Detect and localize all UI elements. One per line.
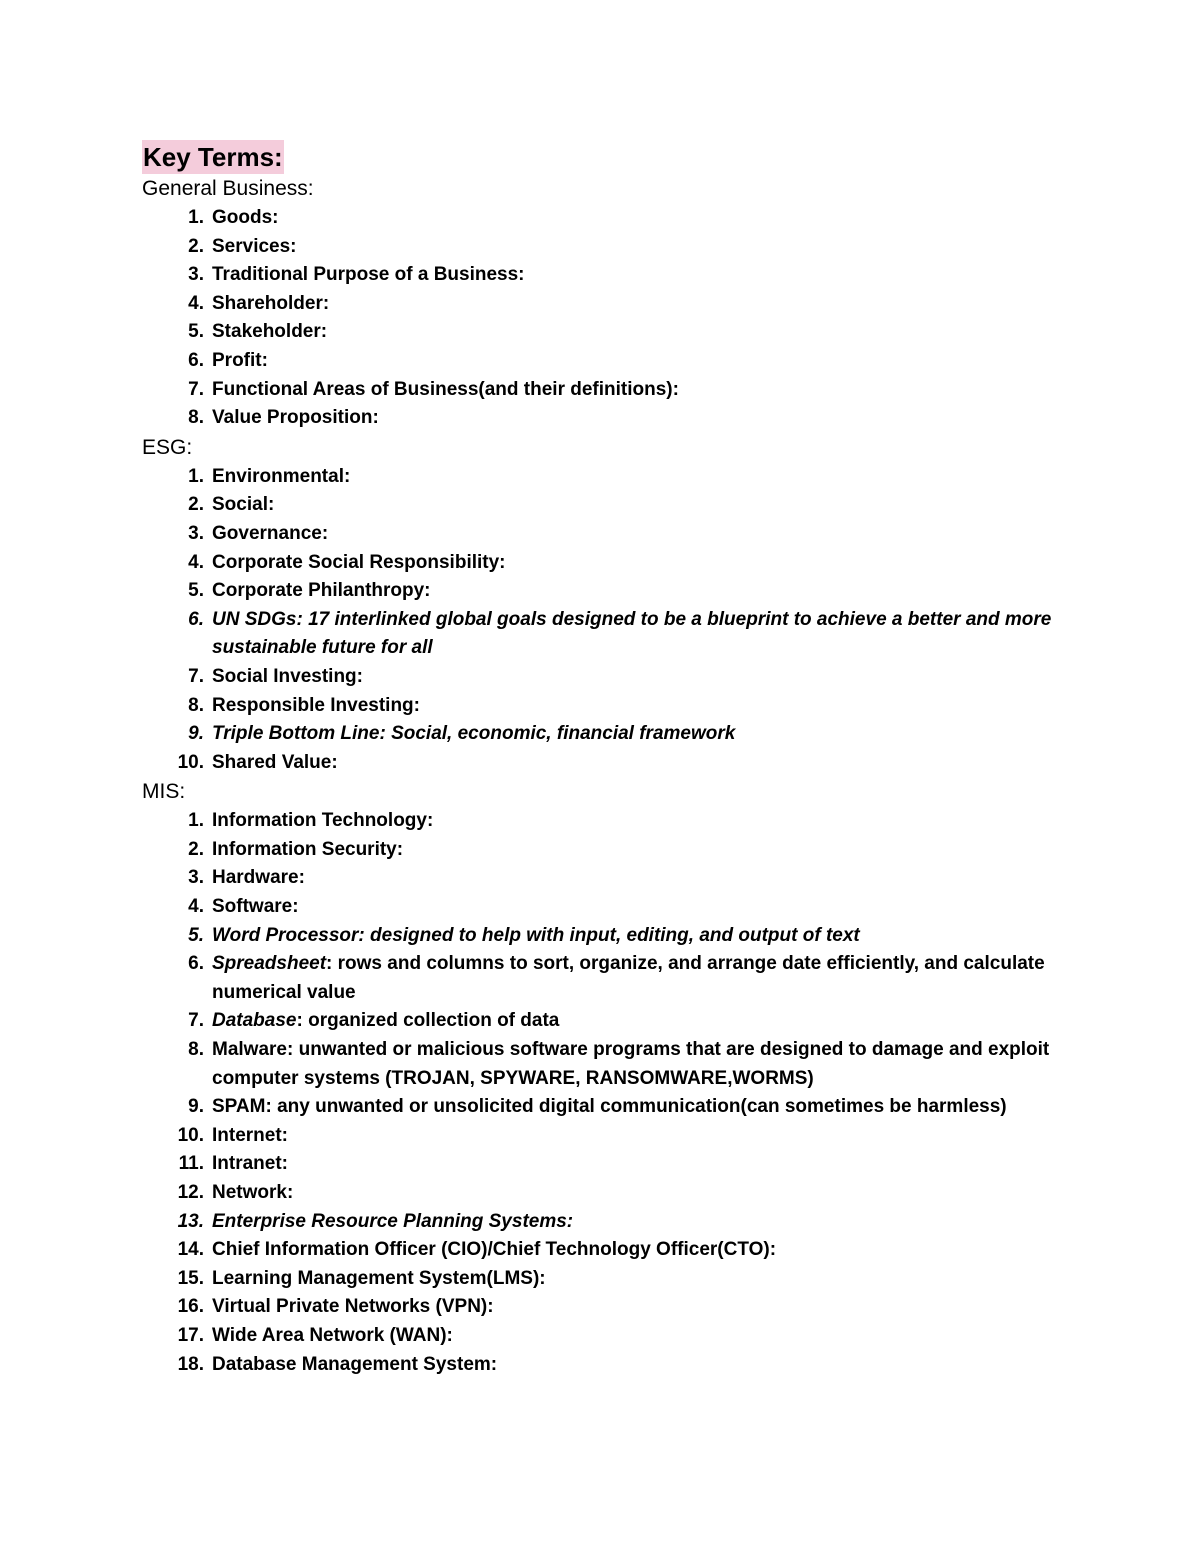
- list-item-number: 18.: [177, 1353, 204, 1375]
- term-list: [142, 204, 1082, 433]
- list-item: [142, 204, 1082, 233]
- term-name: Social Investing:: [212, 665, 363, 687]
- term-name: Word Processor: designed to help with input, editing, and output of text: [212, 924, 860, 946]
- list-item: [142, 720, 1082, 749]
- term-name: Shareholder:: [212, 292, 330, 314]
- list-item: [142, 261, 1082, 290]
- list-item: [142, 1093, 1082, 1122]
- list-item-text: [212, 1325, 453, 1346]
- list-item: [142, 692, 1082, 721]
- list-item-number: 16.: [177, 1296, 204, 1318]
- list-item-number: 7.: [188, 1010, 204, 1032]
- list-item-text: [212, 752, 338, 773]
- page-title: Key Terms:: [143, 142, 283, 172]
- term-name: Stakeholder:: [212, 321, 328, 343]
- list-item-text: [212, 407, 379, 428]
- term-definition: : rows and columns to sort, organize, and arrange date efficiently, and calculate numerical value: [212, 953, 1045, 1003]
- list-item-text: [212, 207, 279, 228]
- list-item-text: [212, 953, 1045, 1003]
- term-name: Intranet:: [212, 1153, 288, 1175]
- term-name: Software:: [212, 896, 299, 918]
- list-item-text: [212, 494, 274, 515]
- list-item-number: 6.: [188, 953, 204, 975]
- list-item-text: [212, 1039, 1049, 1089]
- list-item: [142, 1322, 1082, 1351]
- list-item-text: [212, 552, 506, 573]
- list-item-number: 4.: [188, 292, 204, 314]
- list-item-number: 3.: [188, 522, 204, 544]
- term-list: [142, 463, 1082, 778]
- term-name: Database: [212, 1010, 297, 1032]
- list-item-text: [212, 321, 327, 342]
- list-item-text: [212, 839, 403, 860]
- list-item-number: 5.: [188, 580, 204, 602]
- section-heading: General Business:: [142, 177, 314, 200]
- list-item-number: 13.: [177, 1210, 204, 1232]
- list-item-text: [212, 810, 433, 831]
- list-item-number: 11.: [178, 1153, 204, 1175]
- list-item: [142, 577, 1082, 606]
- term-name: Corporate Philanthropy:: [212, 580, 431, 602]
- list-item-text: [212, 236, 297, 257]
- list-item-text: [212, 896, 299, 917]
- term-name: Enterprise Resource Planning Systems:: [212, 1210, 574, 1232]
- list-item: [142, 922, 1082, 951]
- term-name: Functional Areas of Business(and their definitions):: [212, 378, 679, 400]
- list-item: [142, 1293, 1082, 1322]
- list-item-text: [212, 523, 328, 544]
- list-item-text: [212, 466, 350, 487]
- list-item: [142, 1208, 1082, 1237]
- list-item-text: [212, 379, 679, 400]
- list-item-text: [212, 1182, 293, 1203]
- list-item-text: [212, 1239, 776, 1260]
- list-item-text: [212, 1096, 1007, 1117]
- list-item-text: [212, 580, 431, 601]
- list-item-number: 1.: [188, 465, 204, 487]
- term-name: Information Technology:: [212, 810, 434, 832]
- list-item-number: 5.: [188, 924, 204, 946]
- list-item-number: 10.: [177, 1124, 204, 1146]
- term-name: Virtual Private Networks (VPN):: [212, 1296, 494, 1318]
- term-name: Database Management System:: [212, 1353, 498, 1375]
- list-item-text: [212, 695, 420, 716]
- list-item: [142, 893, 1082, 922]
- list-item: [142, 1236, 1082, 1265]
- term-name: Wide Area Network (WAN):: [212, 1324, 453, 1346]
- list-item-text: [212, 1354, 497, 1375]
- list-item-number: 7.: [188, 665, 204, 687]
- list-item-number: 8.: [188, 407, 204, 429]
- list-item: [142, 950, 1082, 1007]
- list-item-number: 1.: [188, 810, 204, 832]
- list-item-number: 4.: [188, 896, 204, 918]
- list-item-number: 9.: [188, 723, 204, 745]
- term-name: UN SDGs: 17 interlinked global goals designed to be a blueprint to achieve a better and more sustainable future for all: [212, 608, 1052, 659]
- list-item-text: [212, 1268, 546, 1289]
- list-item-number: 6.: [188, 608, 204, 630]
- term-name: Information Security:: [212, 838, 404, 860]
- section-0: [142, 174, 1082, 433]
- list-item-number: 6.: [188, 349, 204, 371]
- section-1: [142, 433, 1082, 778]
- list-item-number: 5.: [188, 321, 204, 343]
- list-item: [142, 549, 1082, 578]
- list-item-number: 15.: [177, 1267, 204, 1289]
- section-2: [142, 777, 1082, 1379]
- term-name: Corporate Social Responsibility:: [212, 551, 506, 573]
- term-name: Shared Value:: [212, 751, 338, 773]
- list-item: [142, 749, 1082, 778]
- list-item-text: [212, 666, 363, 687]
- list-item-number: 12.: [177, 1182, 204, 1203]
- sections-container: [142, 174, 1082, 1379]
- term-name: Value Proposition:: [212, 407, 379, 429]
- list-item-number: 2.: [188, 838, 204, 860]
- list-item-text: [212, 1296, 494, 1317]
- term-name: Goods:: [212, 207, 279, 228]
- term-name: SPAM: any unwanted or unsolicited digital communication(can sometimes be harmless): [212, 1096, 1007, 1118]
- term-name: Responsible Investing:: [212, 694, 420, 716]
- term-definition: : organized collection of data: [296, 1010, 560, 1032]
- list-item-text: [212, 723, 735, 744]
- term-name: Internet:: [212, 1124, 288, 1146]
- term-name: Profit:: [212, 349, 268, 371]
- list-item: [142, 1150, 1082, 1179]
- term-name: Hardware:: [212, 867, 305, 889]
- list-item-text: [212, 1153, 288, 1174]
- list-item: [142, 520, 1082, 549]
- list-item: [142, 836, 1082, 865]
- term-name: Malware: unwanted or malicious software programs that are designed to damage and exploit computer systems (TROJAN, SPYWARE, RANSOMWARE,WORMS): [212, 1039, 1050, 1089]
- term-list: [142, 807, 1082, 1379]
- list-item: [142, 404, 1082, 433]
- list-item-text: [212, 867, 305, 888]
- list-item-text: [212, 1211, 573, 1232]
- list-item: [142, 1122, 1082, 1151]
- list-item: [142, 1036, 1082, 1093]
- list-item-number: 14.: [177, 1239, 204, 1261]
- list-item: [142, 318, 1082, 347]
- list-item: [142, 1265, 1082, 1294]
- list-item-text: [212, 609, 1051, 659]
- list-item: [142, 1179, 1082, 1208]
- list-item: [142, 463, 1082, 492]
- list-item-text: [212, 293, 329, 314]
- list-item: [142, 864, 1082, 893]
- list-item: [142, 1351, 1082, 1380]
- list-item: [142, 807, 1082, 836]
- list-item: [142, 606, 1082, 663]
- term-name: Network:: [212, 1182, 294, 1203]
- list-item: [142, 1007, 1082, 1036]
- list-item: [142, 233, 1082, 262]
- list-item-text: [212, 925, 860, 946]
- list-item-number: 4.: [188, 551, 204, 573]
- term-name: Chief Information Officer (CIO)/Chief Technology Officer(CTO):: [212, 1239, 777, 1261]
- list-item: [142, 290, 1082, 319]
- term-name: Environmental:: [212, 465, 351, 487]
- list-item-number: 3.: [188, 264, 204, 286]
- term-name: Learning Management System(LMS):: [212, 1267, 546, 1289]
- list-item-text: [212, 1125, 288, 1146]
- term-name: Social:: [212, 494, 275, 516]
- list-item-text: [212, 264, 525, 285]
- term-name: Services:: [212, 235, 297, 257]
- list-item-number: 2.: [188, 235, 204, 257]
- list-item-text: [212, 350, 268, 371]
- term-name: Traditional Purpose of a Business:: [212, 264, 525, 286]
- list-item: [142, 491, 1082, 520]
- list-item-number: 3.: [188, 867, 204, 889]
- list-item-number: 17.: [177, 1324, 204, 1346]
- list-item-text: [212, 1010, 559, 1031]
- document-page: [142, 140, 1082, 1379]
- list-item-number: 9.: [188, 1096, 204, 1118]
- list-item: [142, 663, 1082, 692]
- term-name: Spreadsheet: [212, 953, 327, 975]
- list-item-number: 10.: [177, 751, 204, 773]
- list-item-number: 8.: [188, 1039, 204, 1061]
- section-heading: MIS:: [142, 780, 186, 804]
- list-item: [142, 376, 1082, 405]
- list-item-number: 1.: [188, 207, 204, 228]
- list-item-number: 7.: [188, 378, 204, 400]
- term-name: Governance:: [212, 522, 329, 544]
- term-name: Triple Bottom Line: Social, economic, financial framework: [212, 723, 736, 745]
- list-item-number: 2.: [188, 494, 204, 516]
- list-item: [142, 347, 1082, 376]
- section-heading: ESG:: [142, 435, 193, 459]
- list-item-number: 8.: [188, 694, 204, 716]
